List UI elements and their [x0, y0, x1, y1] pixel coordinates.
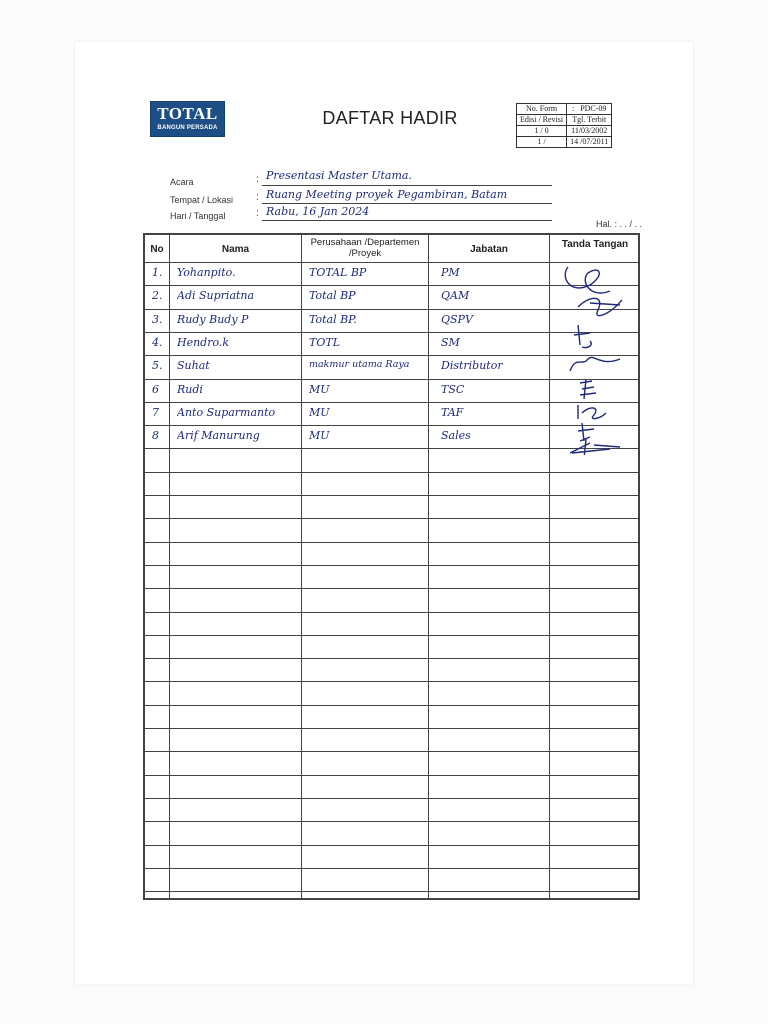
signature-8: [570, 439, 620, 455]
header-jabatan: Jabatan: [470, 244, 508, 255]
row-nama: Arif Manurung: [177, 429, 260, 443]
row-divider: [145, 658, 638, 659]
signature-6: [578, 405, 606, 419]
row-jabatan: PM: [441, 266, 460, 279]
row-divider: [145, 705, 638, 706]
page-title: DAFTAR HADIR: [322, 108, 458, 128]
row-perusahaan: Total BP: [309, 289, 356, 303]
row-divider: [145, 518, 638, 519]
row-jabatan: QSPV: [441, 312, 473, 326]
acara-line: [262, 185, 552, 186]
signature-column: [550, 255, 640, 455]
logo-brand: TOTAL: [157, 104, 218, 123]
terbit-value-2: 14 /07/2011: [567, 137, 612, 148]
row-divider: [145, 681, 638, 682]
row-perusahaan: MU: [309, 429, 330, 443]
row-jabatan: Sales: [441, 429, 471, 443]
tanggal-colon: :: [256, 208, 259, 219]
row-jabatan: TAF: [441, 405, 464, 419]
header-perusahaan: Perusahaan /Departemen /Proyek: [310, 237, 420, 259]
header-tanda-tangan: Tanda Tangan: [561, 239, 629, 250]
row-no: 3.: [152, 312, 163, 326]
logo-tagline: BANGUN PERSADA: [157, 125, 218, 131]
row-perusahaan: TOTAL BP: [309, 266, 367, 279]
lokasi-colon: :: [256, 192, 259, 203]
signature-1: [565, 267, 610, 293]
row-jabatan: TSC: [441, 382, 465, 396]
row-divider: [145, 728, 638, 729]
row-no: 4.: [152, 335, 163, 349]
row-no: 1.: [152, 266, 163, 279]
row-divider: [145, 751, 638, 752]
row-no: 7: [152, 405, 159, 419]
row-no: 6: [152, 382, 159, 396]
row-nama: Rudi: [177, 382, 203, 396]
edisi-value-1: 1 / 0: [517, 126, 567, 137]
attendance-table: [143, 233, 640, 900]
row-perusahaan: MU: [309, 405, 330, 419]
tanggal-value: Rabu, 16 Jan 2024: [266, 205, 370, 218]
row-divider: [145, 495, 638, 496]
row-no: 8: [152, 429, 159, 443]
row-nama: Adi Supriatna: [177, 289, 255, 303]
terbit-label: Tgl. Terbit: [567, 115, 612, 126]
edisi-value-2: 1 /: [517, 137, 567, 148]
row-nama: Hendro.k: [177, 335, 230, 349]
header-no: No: [150, 244, 164, 255]
header-nama: Nama: [221, 244, 250, 255]
edisi-label: Edisi / Revisi: [517, 115, 567, 126]
row-jabatan: Distributor: [441, 359, 503, 373]
terbit-value-1: 11/03/2002: [567, 126, 612, 137]
row-divider: [145, 845, 638, 846]
row-nama: Yohanpito.: [177, 266, 236, 279]
signature-7: [578, 423, 594, 441]
signature-2: [578, 298, 622, 315]
tanggal-line: [262, 220, 552, 221]
row-no: 5.: [152, 359, 163, 373]
row-divider: [145, 565, 638, 566]
row-divider: [145, 472, 638, 473]
row-jabatan: QAM: [441, 289, 470, 303]
signature-3: [574, 325, 591, 348]
row-divider: [145, 868, 638, 869]
row-perusahaan: TOTL: [309, 335, 340, 349]
lokasi-label: Tempat / Lokasi: [170, 195, 234, 205]
row-divider: [145, 891, 638, 892]
row-divider: [145, 775, 638, 776]
row-divider: [145, 798, 638, 799]
row-divider: [145, 612, 638, 613]
form-no-value: : PDC-09: [567, 104, 612, 115]
lokasi-value: Ruang Meeting proyek Pegambiran, Batam: [266, 188, 508, 201]
row-divider: [145, 821, 638, 822]
row-no: 2.: [152, 289, 163, 303]
row-divider: [145, 542, 638, 543]
lokasi-line: [262, 203, 552, 204]
signature-4: [570, 357, 620, 371]
row-divider: [145, 635, 638, 636]
row-perusahaan: makmur utama Raya: [309, 359, 410, 371]
row-jabatan: SM: [441, 335, 460, 349]
tanggal-label: Hari / Tanggal: [170, 211, 226, 221]
signature-5: [580, 379, 596, 399]
row-nama: Anto Suparmanto: [177, 405, 276, 419]
form-no-label: No. Form: [517, 104, 567, 115]
page-number: Hal. : . . / . .: [596, 219, 643, 229]
row-divider: [145, 588, 638, 589]
company-logo: [150, 101, 225, 137]
row-nama: Rudy Budy P: [177, 312, 249, 326]
acara-value: Presentasi Master Utama.: [266, 169, 412, 182]
row-perusahaan: Total BP.: [309, 312, 357, 326]
form-info-box: [516, 103, 612, 148]
acara-colon: :: [256, 174, 259, 185]
acara-label: Acara: [170, 177, 194, 187]
row-perusahaan: MU: [309, 382, 330, 396]
row-nama: Suhat: [177, 359, 210, 373]
